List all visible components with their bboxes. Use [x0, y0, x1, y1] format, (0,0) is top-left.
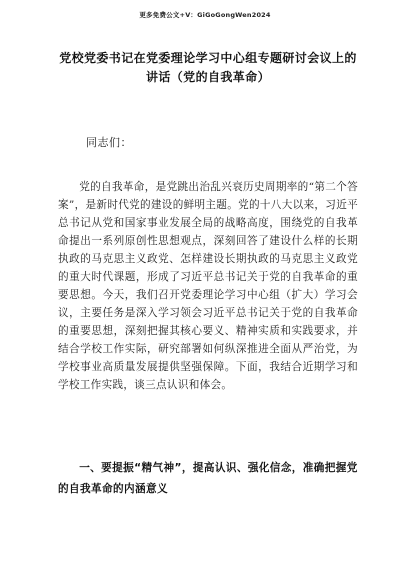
greeting: 同志们： — [86, 136, 132, 149]
document-title: 党校党委书记在党委理论学习中心组专题研讨会议上的讲话（党的自我革命） — [59, 51, 357, 84]
section-heading: 一、要提振“精气神”，提高认识、强化信念，准确把握党的自我革命的内涵意义 — [58, 462, 358, 495]
header-note: 更多免费公文+V：GiGoGongWen2024 — [139, 11, 271, 19]
body-paragraph: 党的自我革命，是党跳出治乱兴衰历史周期率的“第二个答案”，是新时代党的建设的鲜明主题。党的十八大以来，习近平总书记从党和国家事业发展全局的战略高度，围绕党的自我革命提出一系列原创性思想观点，深刻回答了建设什么样的长期执政的马克思主义政党、怎样建设长期执政的马克思主义政党的重大时代课题，形成了习近平总书记关于党的自我革命的重要思想。今天，我们召开党委理论学习中心组（扩大）学习会议，主要任务是深入学习领会习近平总书记关于党的自我革命的重要思想，深刻把握其核心要义、精神实质和实践要求，并结合学校工作实际，研究部署如何纵深推进全面从严治党，为学校事业高质量发展提供坚强保障。下面，我结合近期学习和学校工作实践，谈三点认识和体会。 — [58, 181, 358, 391]
